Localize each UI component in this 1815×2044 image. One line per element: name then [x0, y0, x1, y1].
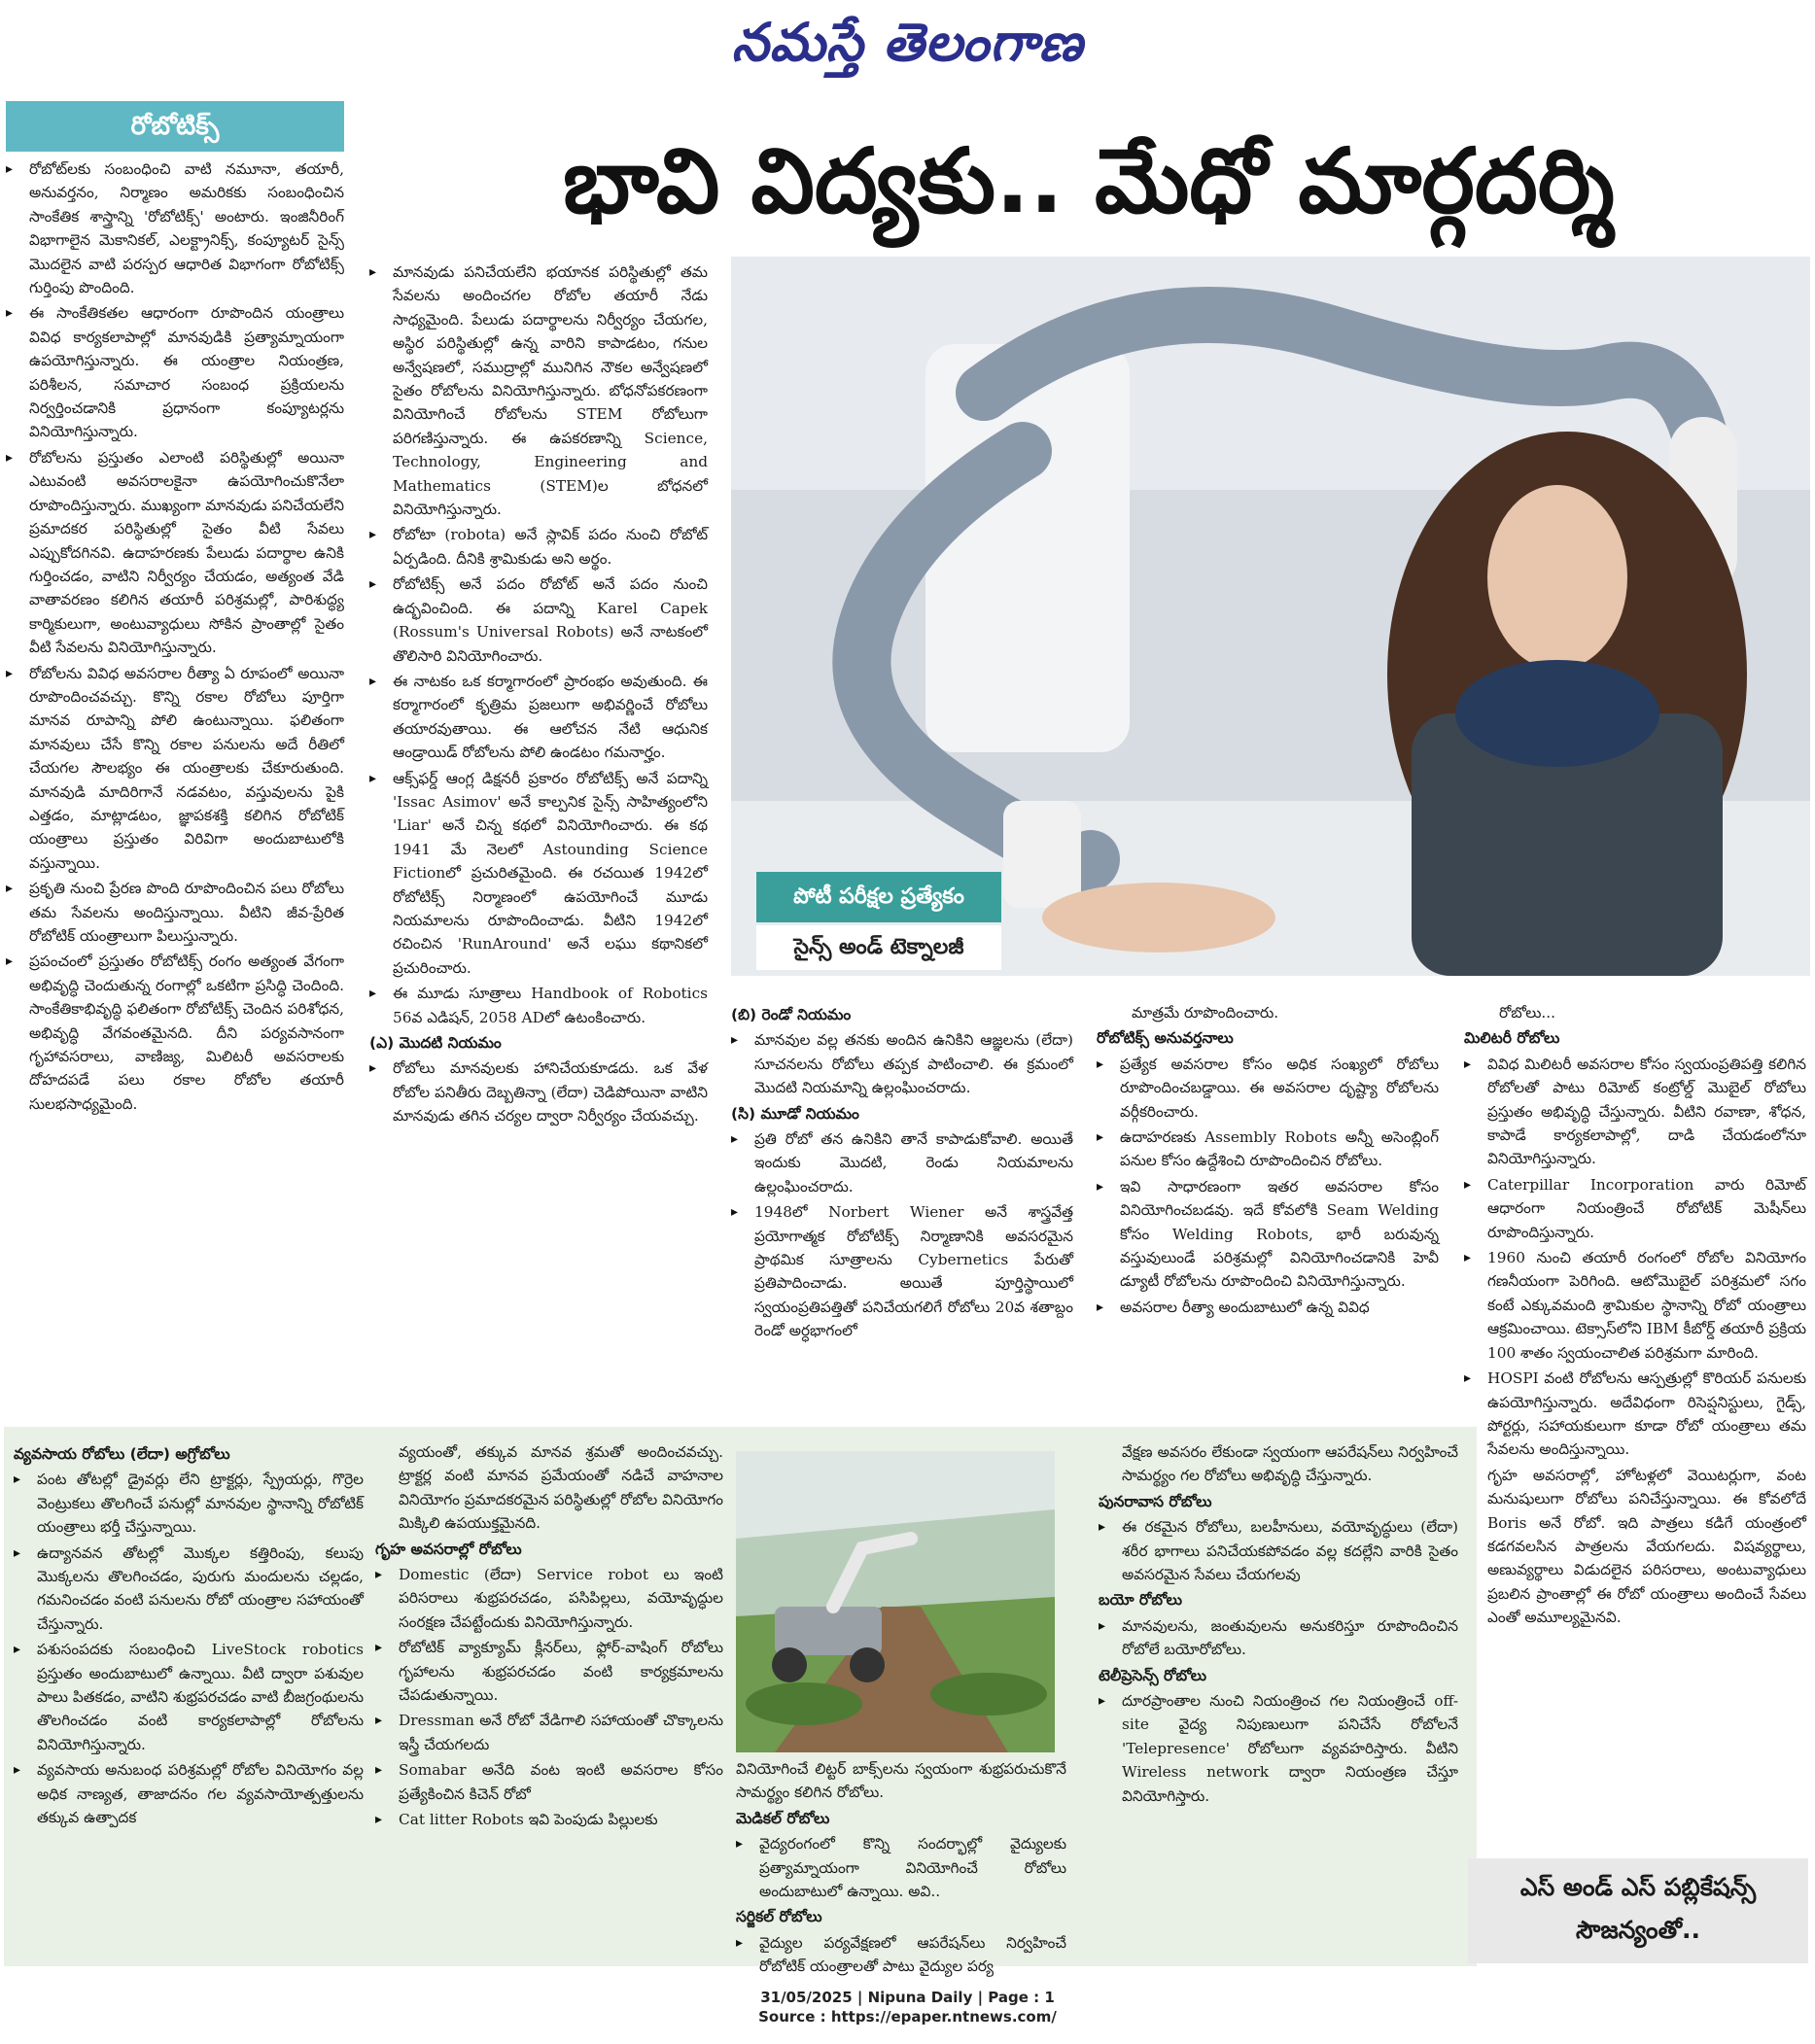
bullet-icon: ▸ [369, 264, 377, 280]
continued-text: వేక్షణ అవసరం లేకుండా స్వయంగా ఆపరేషన్‌లు నిర్వహించే సామర్థ్యం గల రోబోలు అభివృద్ధి చేస్తున్నారు. [1122, 1443, 1458, 1485]
rehab-robots-heading: పునరావాస రోబోలు [1099, 1492, 1212, 1510]
military-robots-heading: మిలిటరీ రోబోలు [1464, 1029, 1560, 1048]
bullet-icon: ▸ [14, 1544, 21, 1561]
column-4 [1097, 1001, 1439, 1417]
bullet-icon: ▸ [369, 673, 377, 689]
paragraph: ▸ వైద్యరంగంలో కొన్ని సందర్భాల్లో వైద్యులకు ప్రత్యామ్నాయంగా వినియోగించే రోబోలు అందుబాటులో ఉన్నాయి. అవి.. [736, 1832, 1066, 1903]
bullet-icon: ▸ [1099, 1519, 1106, 1536]
paragraph: ▸ రోబోలను వివిధ అవసరాల రీత్యా ఏ రూపంలో అయినా రూపొందించవచ్చు. కొన్ని రకాల రోబోలు పూర్తిగా మానవ రూపాన్ని పోలి ఉంటున్నాయి. ఫలితంగా మానవులు చేసే కొన్ని రకాల పనులను అదే రీతిలో చేయగల సౌలభ్యం ఈ యంత్రాలకు చేకూరుతుంది. మానవుడి మాదిరిగానే నడవటం, వస్తువులను పైకి ఎత్తడం, మాట్లాడటం, జ్ఞాపకశక్తి కలిగిన రోబోటిక్ యంత్రాలు ప్రస్తుతం విరివిగా అందుబాటులోకి వస్తున్నాయి. [6, 662, 344, 876]
bullet-icon: ▸ [1464, 1176, 1472, 1193]
surgical-robots-heading: సర్జికల్ రోబోలు [736, 1908, 822, 1926]
rule-a-heading: (ఎ) మొదటి నియమం [369, 1034, 502, 1052]
paragraph: ▸ HOSPI వంటి రోబోలను ఆస్పత్రుల్లో కొరియర్ పనులకు ఉపయోగిస్తున్నారు. అదేవిధంగా రిసెప్షనిస్టులు, గైడ్స్, పోర్టర్లు, సహాయకులుగా కూడా రోబో యంత్రాలు తమ సేవలను అందిస్తున్నాయి. [1464, 1367, 1806, 1462]
paragraph: ▸ ప్రకృతి నుంచి ప్రేరణ పొంది రూపొందించిన పలు రోబోలు తమ సేవలను అందిస్తున్నాయి. వీటిని జీవ-ప్రేరిత రోబోటిక్ యంత్రాలుగా పిలుస్తున్నారు. [6, 877, 344, 948]
greenhouse-robot-photo [736, 1451, 1055, 1752]
paragraph: ▸ వైద్యుల పర్యవేక్షణలో ఆపరేషన్‌లు నిర్వహించే రోబోటిక్ యంత్రాలతో పాటు వైద్యుల పర్య [736, 1931, 1066, 1979]
home-robots-heading: గృహ అవసరాల్లో రోబోలు [375, 1540, 522, 1558]
continued-text: రోబోలు... [1499, 1004, 1556, 1022]
bullet-icon: ▸ [369, 986, 377, 1002]
continued-text: మాత్రమే రూపొందించారు. [1132, 1004, 1279, 1022]
continued-text: వినియోగించే లిట్టర్ బాక్స్‌లను స్వయంగా శుభ్రపరుచుకొనే సామర్థ్యం కలిగిన రోబోలు. [736, 1760, 1066, 1802]
bullet-icon: ▸ [1099, 1693, 1106, 1710]
paragraph: ▸ రోబోట్‌లకు సంబంధించి వాటి నమూనా, తయారీ, అనువర్తనం, నిర్మాణం అమరికకు సంబంధించిన సాంకేతిక శాస్త్రాన్ని 'రోబోటిక్స్' అంటారు. ఇంజినీరింగ్ విభాగాలైన మెకానికల్, ఎలక్ట్రానిక్స్, కంప్యూటర్ సైన్స్ మొదలైన వాటి పరస్పర ఆధారిత విభాగంగా రోబోటిక్స్ గుర్తింపు పొందింది. [6, 157, 344, 299]
bullet-icon: ▸ [6, 305, 14, 322]
paragraph: ▸ రోబోటా (robota) అనే స్లావిక్ పదం నుంచి రోబోట్ ఏర్పడింది. దీనికి శ్రామికుడు అని అర్థం. [369, 523, 708, 571]
paragraph: ▸ ఆక్స్‌ఫర్డ్ ఆంగ్ల డిక్షనరీ ప్రకారం రోబోటిక్స్ అనే పదాన్ని 'Issac Asimov' అనే కాల్పనిక సైన్స్ సాహిత్యంలోని 'Liar' అనే చిన్న కథలో వినియోగించారు. ఈ కథ 1941 మే నెలలో Astounding Science Fictionలో ప్రచురితమైంది. ఈ రచయిత 1942లో రోబోటిక్స్ నిర్మాణంలో ఉపయోగించే మూడు నియమాలను రూపొందించాడు. వీటిని 1942లో రచించిన 'RunAround' అనే లఘు కథానికలో ప్రచురించారు. [369, 767, 708, 981]
paragraph: ▸ Domestic (లేదా) Service robot లు ఇంటి పరిసరాలు శుభ్రపరచడం, పసిపిల్లలు, వయోవృద్ధుల సంరక్షణ చేపట్టేందుకు వినియోగిస్తున్నారు. [375, 1563, 723, 1634]
column-3 [731, 1001, 1073, 1417]
section-tag: రోబోటిక్స్ [6, 101, 344, 152]
column-2 [369, 260, 708, 1417]
column-5 [1464, 1001, 1806, 1847]
paragraph: ▸ ఈ మూడు సూత్రాలు Handbook of Robotics 56వ ఎడిషన్, 2058 ADలో ఉటంకించారు. [369, 982, 708, 1029]
bullet-icon: ▸ [6, 161, 14, 177]
bullet-icon: ▸ [736, 1836, 744, 1853]
bullet-icon: ▸ [6, 881, 14, 897]
bullet-icon: ▸ [1099, 1617, 1106, 1634]
bullet-icon: ▸ [1097, 1129, 1104, 1146]
bullet-icon: ▸ [1464, 1250, 1472, 1266]
bullet-icon: ▸ [736, 1934, 744, 1951]
sci-tech-badge: సైన్స్ అండ్ టెక్నాలజీ [756, 925, 1001, 970]
paragraph: ▸ ప్రత్యేక అవసరాల కోసం అధిక సంఖ్యలో రోబోలు రూపొందించబడ్డాయి. ఈ అవసరాల దృష్ట్యా రోబోలను వర్గీకరించారు. [1097, 1053, 1439, 1124]
bullet-icon: ▸ [369, 1060, 377, 1077]
footer-date-line: 31/05/2025 | Nipuna Daily | Page : 1 [760, 1989, 1055, 2006]
bullet-icon: ▸ [731, 1032, 739, 1049]
bullet-icon: ▸ [375, 1640, 383, 1656]
paragraph: ▸ ఈ రకమైన రోబోలు, బలహీనులు, వయోవృద్ధులు (లేదా) శరీర భాగాలు పనిచేయకపోవడం వల్ల కదల్లేని వారికి సైతం అవసరమైన సేవలు చేయగలవు [1099, 1515, 1458, 1586]
bottom-column-3 [736, 1757, 1066, 1976]
rule-b-heading: (బి) రెండో నియమం [731, 1006, 852, 1023]
bullet-icon: ▸ [1097, 1299, 1104, 1315]
credit-line-2: సౌజన్యంతో.. [1576, 1916, 1700, 1944]
paragraph: ▸ రోబోలను ప్రస్తుతం ఎలాంటి పరిస్థితుల్లో అయినా ఎటువంటి అవసరాలకైనా ఉపయోగించుకొనేలా రూపొందిస్తున్నారు. ముఖ్యంగా మానవుడు పనిచేయలేని ప్రమాదకర పరిస్థితుల్లో సైతం వీటి సేవలు ఎప్పుకోదగినవి. ఉదాహరణకు పేలుడు పదార్థాల ఉనికి గుర్తించడం, వాటిని నిర్వీర్యం చేయడం, అత్యంత వేడి వాతావరణం కలిగిన తయారీ పరిశ్రమల్లో, పారిశుద్ధ్య కార్మికులుగా, అంటువ్యాధులు సోకిన ప్రాంతాల్లో సైతం వీటి సేవలను వినియోగిస్తున్నారు. [6, 446, 344, 660]
bullet-icon: ▸ [1097, 1056, 1104, 1072]
medical-robots-heading: మెడికల్ రోబోలు [736, 1809, 830, 1827]
column-1 [6, 157, 344, 1417]
bottom-column-2 [375, 1440, 723, 1956]
paragraph: ▸ రోబోలు మానవులకు హానిచేయకూడదు. ఒక వేళ రోబోల పనితీరు దెబ్బతిన్నా (లేదా) చెడిపోయినా వాటిని మానవుడు తగిన చర్యల ద్వారా నిర్వీర్యం చేయవచ్చు. [369, 1057, 708, 1127]
bullet-icon: ▸ [14, 1642, 21, 1658]
credit-line-1: ఎస్ అండ్ ఎస్ పబ్లికేషన్స్ [1519, 1873, 1757, 1901]
paragraph: ▸ 1948లో Norbert Wiener అనే శాస్త్రవేత్త ప్రయోగాత్మక రోబోటిక్స్ నిర్మాణానికి అవసరమైన ప్రాథమిక సూత్రాలను Cybernetics పేరుతో ప్రతిపాదించాడు. అయితే పూర్తిస్థాయిలో స్వయంప్రతిపత్తితో పనిచేయగలిగే రోబోలు 20వ శతాబ్దం రెండో అర్ధభాగంలో [731, 1200, 1073, 1342]
bullet-icon: ▸ [369, 770, 377, 786]
paragraph: ▸ పశుసంపదకు సంబంధించి LiveStock robotics ప్రస్తుతం అందుబాటులో ఉన్నాయి. వీటి ద్వారా పశువుల పాలు పితకడం, వాటిని శుభ్రపరచడం వాటి బీజగ్రంథులను తొలగించడం వంటి కార్యకలాపాల్లో రోబోలను వినియోగిస్తున్నారు. [14, 1638, 364, 1756]
robot-arm-photo [731, 257, 1810, 976]
bullet-icon: ▸ [731, 1131, 739, 1148]
bullet-icon: ▸ [369, 576, 377, 593]
bullet-icon: ▸ [375, 1812, 383, 1828]
masthead-title: నమస్తే తెలంగాణ [731, 12, 1084, 73]
bullet-icon: ▸ [6, 665, 14, 681]
rule-c-heading: (సి) మూడో నియమం [731, 1104, 859, 1123]
bottom-column-4 [1099, 1440, 1458, 1956]
bio-robots-heading: బయో రోబోలు [1099, 1591, 1182, 1610]
paragraph: ▸ పంట తోటల్లో డ్రైవర్లు లేని ట్రాక్టర్లు, స్ప్రేయర్లు, గొర్రెల వెంట్రుకలు తొలగించే పనుల్లో మానవుల స్థానాన్ని రోబోటిక్ యంత్రాలు భర్తీ చేస్తున్నాయి. [14, 1468, 364, 1539]
paragraph: ▸ ప్రపంచంలో ప్రస్తుతం రోబోటిక్స్ రంగం అత్యంత వేగంగా అభివృద్ధి చెందుతున్న రంగాల్లో ఒకటిగా ప్రసిద్ధి చెందింది. సాంకేతికాభివృద్ధి ఫలితంగా రోబోటిక్స్ చెందిన పరిశోధన, అభివృద్ధి వేగవంతమైనది. దీని పర్యవసానంగా గృహావసరాలు, వాణిజ్య, మిలిటరీ అవసరాలకు దోహదపడే పలు రకాల రోబోల తయారీ సులభసాధ్యమైంది. [6, 950, 344, 1116]
paragraph: ▸ ఈ నాటకం ఒక కర్మాగారంలో ప్రారంభం అవుతుంది. ఈ కర్మాగారంలో కృత్రిమ ప్రజలుగా అభివర్ణించే రోబోలు తయారవుతాయి. ఈ ఆలోచన నేటి ఆధునిక ఆండ్రాయిడ్ రోబోలను పోలి ఉండటం గమనార్హం. [369, 670, 708, 765]
paragraph: ▸ మానవుల వల్ల తనకు అందిన ఉనికిని ఆజ్ఞలను (లేదా) సూచనలను రోబోలు తప్పక పాటించాలి. ఈ క్రమంలో మొదటి నియమాన్ని ఉల్లంఘించరాదు. [731, 1028, 1073, 1099]
paragraph: ▸ Dressman అనే రోబో వేడిగాలి సహాయంతో చొక్కాలను ఇస్త్రీ చేయగలదు [375, 1709, 723, 1756]
paragraph: ▸ మానవుడు పనిచేయలేని భయానక పరిస్థితుల్లో తమ సేవలను అందించగల రోబోల తయారీ నేడు సాధ్యమైంది. పేలుడు పదార్థాలను నిర్వీర్యం చేయగల, అస్థిర పరిస్థితుల్లో ఉన్న వారిని కాపాడటం, గనుల అన్వేషణలో, సముద్రాల్లో మునిగిన నౌకల అన్వేషణలో సైతం రోబోలను వినియోగిస్తున్నారు. బోధనోపకరణంగా వినియోగించే రోబోలను STEM రోబోలుగా పరిగణిస్తున్నారు. ఈ ఉపకరణాన్ని Science, Technology, Engineering and Mathematics (STEM)ల బోధనలో వినియోగిస్తున్నారు. [369, 260, 708, 521]
bullet-icon: ▸ [6, 449, 14, 466]
bullet-icon: ▸ [375, 1567, 383, 1583]
paragraph: ▸ వివిధ మిలిటరీ అవసరాల కోసం స్వయంప్రతిపత్తి కలిగిన రోబోలతో పాటు రిమోట్ కంట్రోల్డ్ మొబైల్ రోబోలు ప్రస్తుతం అభివృద్ధి చేస్తున్నారు. వీటిని రవాణా, శోధన, కాపాడే కార్యకలాపాల్లో, దాడి చేయడంలోనూ వినియోగిస్తున్నారు. [1464, 1053, 1806, 1171]
bullet-icon: ▸ [14, 1762, 21, 1779]
paragraph: ▸ 1960 నుంచి తయారీ రంగంలో రోబోల వినియోగం గణనీయంగా పెరిగింది. ఆటోమొబైల్ పరిశ్రమలో సగం కంటే ఎక్కువమంది శ్రామికుల స్థానాన్ని రోబో యంత్రాలు ఆక్రమించాయి. టెక్సాస్‌లోని IBM కీబోర్డ్ తయారీ ప్రక్రియ 100 శాతం స్వయంచాలిత పరిశ్రమగా మారింది. [1464, 1246, 1806, 1365]
bullet-icon: ▸ [14, 1472, 21, 1488]
competitive-exam-badge: పోటీ పరీక్షల ప్రత్యేకం [756, 872, 1001, 922]
headline: భావి విద్యకు.. మేధో మార్గదర్శి [563, 129, 1615, 233]
bullet-icon: ▸ [6, 953, 14, 970]
applications-heading: రోబోటిక్స్ అనువర్తనాలు [1097, 1029, 1234, 1048]
paragraph: ▸ దూరప్రాంతాల నుంచి నియంత్రించ గల నియంత్రించే off-site వైద్య నిపుణులుగా పనిచేసే రోబోలనే 'Telepresence' రోబోలుగా వ్యవహరిస్తారు. వీటిని Wireless network ద్వారా నియంత్రణ చేస్తూ వినియోగిస్తారు. [1099, 1689, 1458, 1808]
credit-box [1468, 1858, 1808, 1963]
bottom-column-1 [14, 1440, 364, 1956]
paragraph: ▸ ఈ సాంకేతికతల ఆధారంగా రూపొందిన యంత్రాలు వివిధ కార్యకలాపాల్లో మానవుడికి ప్రత్యామ్నాయంగా ఉపయోగిస్తున్నారు. ఈ యంత్రాల నియంత్రణ, పరిశీలన, సమాచార సంబంధ ప్రక్రియలను నిర్వర్తించడానికి ప్రధానంగా కంప్యూటర్లను వినియోగిస్తున్నారు. [6, 301, 344, 443]
agro-robots-heading: వ్యవసాయ రోబోలు (లేదా) అగ్రోబోలు [14, 1445, 230, 1463]
paragraph: ▸ వ్యవసాయ అనుబంధ పరిశ్రమల్లో రోబోల వినియోగం వల్ల అధిక నాణ్యత, తాజాదనం గల వ్యవసాయోత్పత్తులను తక్కువ ఉత్పాదక [14, 1758, 364, 1829]
paragraph: ▸ ఇవి సాధారణంగా ఇతర అవసరాల కోసం వినియోగించబడవు. ఇదే కోవలోకి Seam Welding కోసం Welding Robots, భారీ బరువున్న వస్తువులుండే పరిశ్రమల్లో వినియోగించడానికి హెవీ డ్యూటీ రోబోలను రూపొందించి వినియోగిస్తున్నారు. [1097, 1175, 1439, 1294]
masthead [0, 0, 1815, 87]
paragraph: ▸ ప్రతి రోబో తన ఉనికిని తానే కాపాడుకోవాలి. అయితే ఇందుకు మొదటి, రెండు నియమాలను ఉల్లంఘించరాదు. [731, 1127, 1073, 1198]
bullet-icon: ▸ [369, 527, 377, 543]
paragraph: ▸ ఉద్యానవన తోటల్లో మొక్కల కత్తిరింపు, కలుపు మొక్కలను తొలగించడం, పురుగు మందులను చల్లడం, గమనించడం వంటి పనులను రోబో యంత్రాల సహాయంతో చేస్తున్నారు. [14, 1542, 364, 1637]
paragraph: ▸ Cat litter Robots ఇవి పెంపుడు పిల్లులకు [375, 1808, 723, 1831]
paragraph: ▸ రోబోటిక్స్ అనే పదం రోబోట్ అనే పదం నుంచి ఉద్భవించింది. ఈ పదాన్ని Karel Capek (Rossum's Universal Robots) అనే నాటకంలో తొలిసారి వినియోగించారు. [369, 572, 708, 668]
bullet-icon: ▸ [375, 1713, 383, 1729]
bullet-icon: ▸ [1097, 1178, 1104, 1195]
telepresence-robots-heading: టెలీప్రెసెన్స్ రోబోలు [1099, 1666, 1207, 1684]
footer-source-line: Source : https://epaper.ntnews.com/ [758, 2008, 1057, 2026]
paragraph: గృహ అవసరాల్లో, హోటళ్లలో వెయిటర్లుగా, వంట మనుషులుగా రోబోలు పనిచేస్తున్నాయి. ఈ కోవలోదే Boris అనే రోబో. ఇది పాత్రలు కడిగే యంత్రంలో కడగవలసిన పాత్రలను వేయగలదు. విషవ్యర్థాలు, అణువ్యర్థాలు విడుదలైన పరిసరాలు, అంటువ్యాధులు ప్రబలిన ప్రాంతాల్లో ఈ రోబో యంత్రాలు అందించే సేవలు ఎంతో అమూల్యమైనవి. [1464, 1464, 1806, 1630]
page-footer [0, 1988, 1815, 2027]
paragraph: ▸ Caterpillar Incorporation వారు రిమోట్ ఆధారంగా నియంత్రించే రోబోటిక్ మెషీన్‌లు రూపొందిస్తున్నారు. [1464, 1173, 1806, 1244]
bullet-icon: ▸ [1464, 1370, 1472, 1387]
paragraph: ▸ ఉదాహరణకు Assembly Robots అన్నీ అసెంబ్లింగ్ పనుల కోసం ఉద్దేశించి రూపొందించిన రోబోలు. [1097, 1126, 1439, 1173]
paragraph: ▸ రోబోటిక్ వ్యాక్యూమ్ క్లీనర్‌లు, ఫ్లోర్-వాషింగ్ రోబోలు గృహాలను శుభ్రపరచడం వంటి కార్యక్రమాలను చేపడుతున్నాయి. [375, 1636, 723, 1707]
continued-text: వ్యయంతో, తక్కువ మానవ శ్రమతో అందించవచ్చు. ట్రాక్టర్ల వంటి మానవ ప్రమేయంతో నడిచే వాహనాల వినియోగం ప్రమాదకరమైన పరిస్థితుల్లో రోబోల వినియోగం మిక్కిలి ఉపయుక్తమైనది. [399, 1443, 723, 1533]
bullet-icon: ▸ [375, 1762, 383, 1779]
bullet-icon: ▸ [731, 1204, 739, 1221]
paragraph: ▸ అవసరాల రీత్యా అందుబాటులో ఉన్న వివిధ [1097, 1296, 1439, 1319]
paragraph: ▸ మానవులను, జంతువులను అనుకరిస్తూ రూపొందించిన రోబోలే బయోరోబోలు. [1099, 1614, 1458, 1662]
bullet-icon: ▸ [1464, 1056, 1472, 1072]
paragraph: ▸ Somabar అనేది వంట ఇంటి అవసరాల కోసం ప్రత్యేకించిన కిచెన్ రోబో [375, 1758, 723, 1806]
